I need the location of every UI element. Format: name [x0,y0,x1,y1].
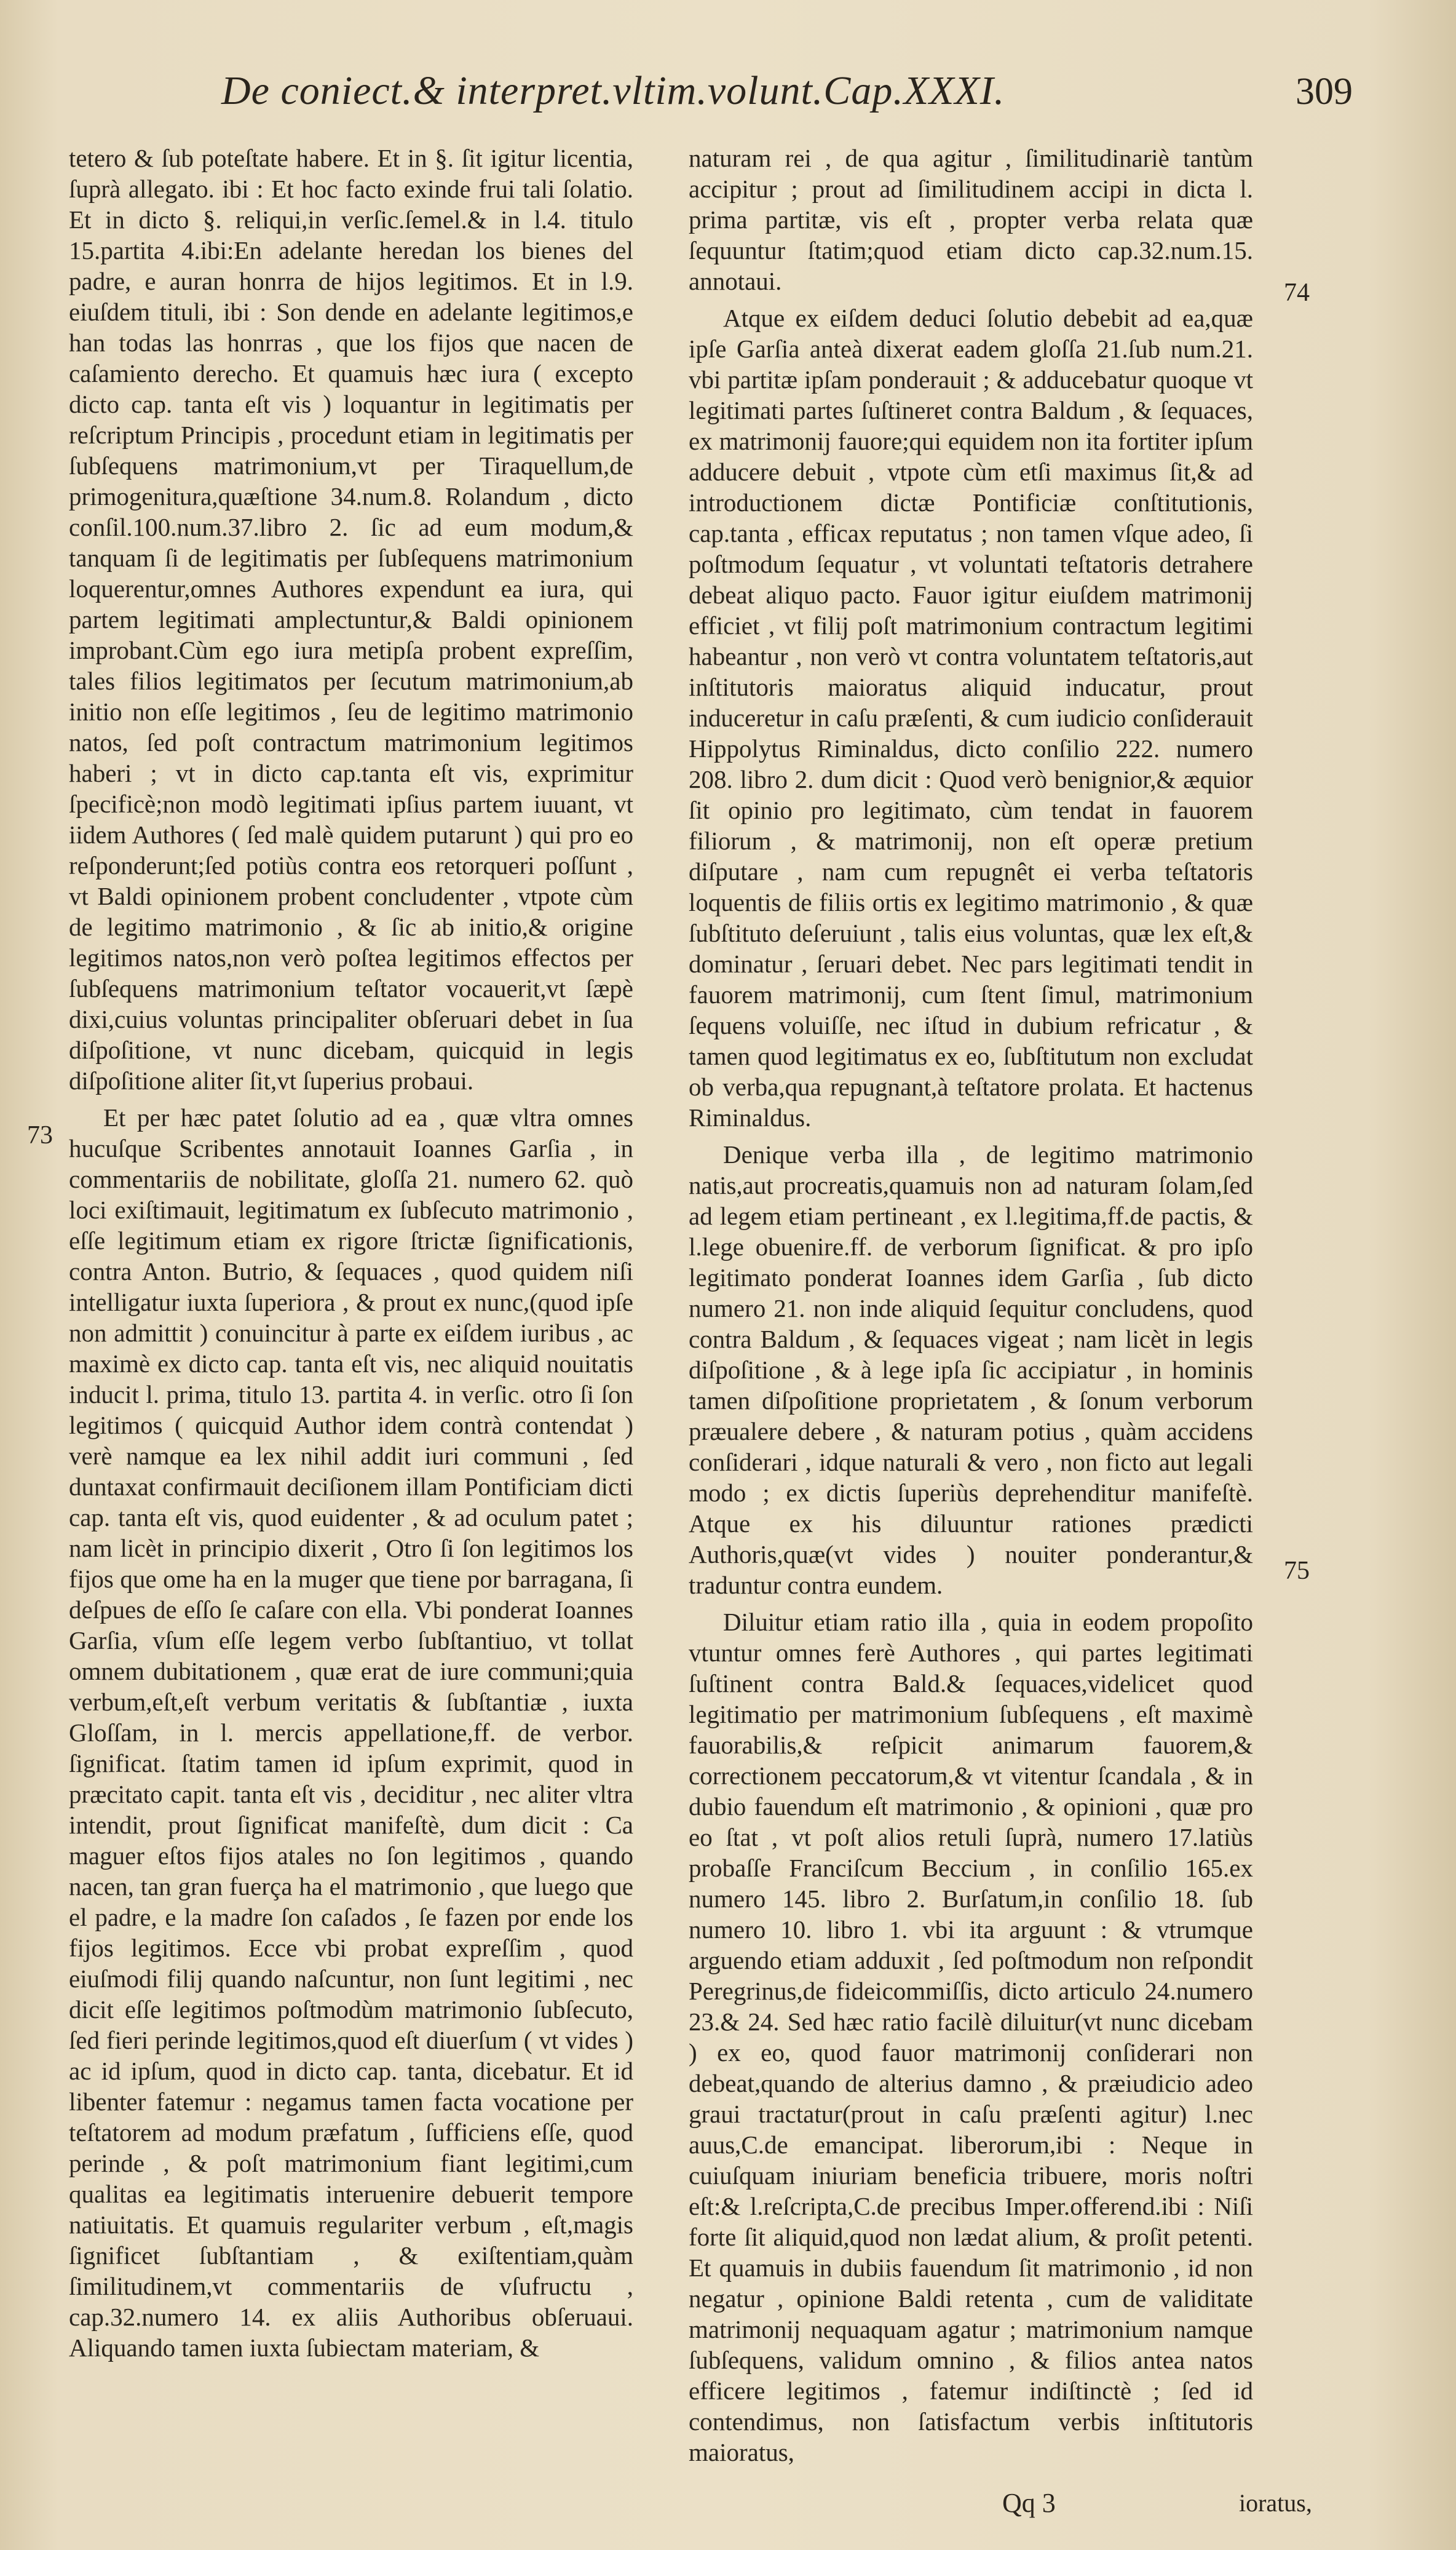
signature-mark: Qq 3 [1002,2488,1056,2518]
catchword: ioratus, [1239,2489,1312,2517]
left-paragraph-1: tetero & ſub poteſtate habere. Et in §. ſit igitur licentia, ſuprà allegato. ibi : Et hoc facto exinde frui tali ſolatio. Et in dicto §. reliqui,in verſic.ſemel.& in l.4. titulo 15.partita 4.ibi:En adelante heredan los bienes del padre, e auran honrra de hijos legitimos. Et in l.9. eiuſdem tituli, ibi : Son dende en adelante legitimos,e han todas las honrras , que los fijos que nacen de caſamiento derecho. Et quamuis hæc iura ( excepto dicto cap. tanta eſt vis ) loquantur in legitimatis per reſcriptum Principis , procedunt etiam in legitimatis per ſubſequens matrimonium,vt per Tiraquellum,de primogenitura,quæſtione 34.num.8. Rolandum , dicto conſil.100.num.37.libro 2. ſic ad eum modum,& tanquam ſi de legitimatis per ſubſequens matrimonium loquerentur,omnes Authores expendunt ea iura, qui partem legitimati amplectuntur,& Baldi opinionem improbant.Cùm ego iura metipſa probent expreſſim, tales filios legitimatos per ſecutum matrimonium,ab initio non eſſe legitimos , ſeu de legitimo matrimonio natos, ſed poſt contractum matrimonium legitimos haberi ; vt in dicto cap.tanta eſt vis, exprimitur ſpecificè;non modò legitimati ipſius partem iuuant, vt iidem Authores ( ſed malè quidem putarunt ) qui pro eo reſponderunt;ſed potiùs contra eos retorqueri poſſunt , vt Baldi opinionem probent concludenter , vtpote cùm de legitimo matrimonio , & ſic ab initio,& origine legitimos natos,non verò poſtea legitimos effectos per ſubſequens matrimonium teſtator vocauerit,vt ſæpè dixi,cuius voluntas principaliter obſeruari debet in ſua diſpoſitione, vt nunc dicebam, quicquid in legis diſpoſitione aliter ſit,vt ſuperius probaui. [69,144,633,1095]
margin-marker-75: 75 [1284,1557,1310,1585]
margin-marker-73: 73 [27,1121,53,1150]
margin-marker-74: 74 [1284,279,1310,307]
left-column [69,143,633,2369]
right-paragraph-2: Atque ex eiſdem deduci ſolutio debebit ad ea,quæ ipſe Garſia anteà dixerat eadem gloſſa 21.ſub num.21. vbi partitæ ipſam ponderauit ; & adducebatur quoque vt legitimati partes ſuſtineret contra Baldum , & ſequaces, ex matrimonij fauore;qui equidem non ita fortiter ipſum adducere debuit , vtpote cùm etſi maximus ſit,& ad introductionem dictæ Pontificiæ conſtitutionis, cap.tanta , efficax reputatus ; non tamen vſque adeo, ſi poſtmodum ſequatur , vt voluntati teſtatoris detrahere debeat aliquo pacto. Fauor igitur eiuſdem matrimonij efficiet , vt filij poſt matrimonium contractum legitimi habeantur , non verò vt contra voluntatem teſtatoris,aut inſtitutoris maioratus aliquid inducatur, prout induceretur in caſu præſenti, & cum iudicio conſiderauit Hippolytus Riminaldus, dicto conſilio 222. numero 208. libro 2. dum dicit : Quod verò benignior,& æquior ſit opinio pro legitimato, cùm tendat in fauorem filiorum , & matrimonij, non eſt operæ pretium diſputare , nam cum repugnêt ei verba teſtatoris loquentis de filiis ortis ex legitimo matrimonio , & quæ ſubſtituto deſeruiunt , talis eius voluntas, quæ lex eſt,& dominatur , ſeruari debet. Nec pars legitimati tendit in fauorem matrimonij, cum ſtent ſimul, matrimonium ſequens voluiſſe, nec iſtud in dubium refricatur , & tamen quod legitimatus ex eo, ſubſtitutum non excludat ob verba,qua repugnant,à teſtatore prolata. Et hactenus Riminaldus. [689,304,1253,1132]
right-paragraph-1: naturam rei , de qua agitur , ſimilitudinariè tantùm accipitur ; prout ad ſimilitudinem accipi in dicta l. prima partitæ, vis eſt , propter verba relata quæ ſequuntur ſtatim;quod etiam dicto cap.32.num.15. annotaui. [689,144,1253,295]
right-paragraph-4: Diluitur etiam ratio illa , quia in eodem propoſito vtuntur omnes ferè Authores , qui partes legitimati ſuſtinent contra Bald.& ſequaces,videlicet quod legitimatio per matrimonium ſubſequens , eſt maximè fauorabilis,& reſpicit animarum fauorem,& correctionem peccatorum,& vt vitentur ſcandala , & in dubio fauendum eſt matrimonio , & opinioni , quæ pro eo ſtat , vt poſt alios retuli ſuprà, numero 17.latiùs probaſſe Franciſcum Beccium , in conſilio 165.ex numero 145. libro 2. Burſatum,in conſilio 18. ſub numero 10. libro 1. vbi ita arguunt : & vtrumque arguendo etiam adduxit , ſed poſtmodum non reſpondit Peregrinus,de fideicommiſſis, dicto articulo 24.numero 23.& 24. Sed hæc ratio facilè diluitur(vt nunc dicebam ) ex eo, quod fauor matrimonij conſiderari non debeat,quando de alterius damno , & præiudicio adeo graui tractatur(prout in caſu præſenti agitur) l.nec auus,C.de emancipat. liberorum,ibi : Neque in cuiuſquam iniuriam beneficia tribuere, moris noſtri eſt:& l.reſcripta,C.de precibus Imper.offerend.ibi : Niſi forte ſit aliquid,quod non lædat alium, & proſit petenti. Et quamuis in dubiis fauendum ſit matrimonio , id non negatur , opinione Baldi retenta , cum de validitate matrimonij nequaquam agatur ; matrimonium namque ſubſequens, validum omnino , & filios antea natos efficere legitimos , fatemur indiſtinctè ; ſed id contendimus, non ſatisfactum verbis inſtitutoris maioratus, [689,1608,1253,2466]
page-number: 309 [1296,71,1353,113]
running-head [221,68,1353,123]
running-title: De coniect.& interpret.vltim.volunt.Cap.XXXI. [221,68,1005,113]
right-column [689,143,1253,2474]
right-paragraph-3: Denique verba illa , de legitimo matrimonio natis,aut procreatis,quamuis non ad naturam ſolam,ſed ad legem etiam pertineant , ex l.legitima,ff.de pactis, & l.lege obuenire.ff. de verborum ſignificat. & pro ipſo legitimato ponderat Ioannes idem Garſia , ſub dicto numero 21. non inde aliquid ſequitur concludens, quod contra Baldum , & ſequaces vigeat ; nam licèt in legis diſpoſitione , & à lege ipſa ſic accipiatur , in hominis tamen diſpoſitione proprietatem , & ſonum verborum præualere debere , & naturam potius , quàm accidens conſiderari , idque naturali & vero , non ficto aut legali modo ; ex dictis ſuperiùs deprehenditur manifeſtè. Atque ex his diluuntur rationes prædicti Authoris,quæ(vt vides ) nouiter ponderantur,& traduntur contra eundem. [689,1140,1253,1599]
left-paragraph-2: Et per hæc patet ſolutio ad ea , quæ vltra omnes hucuſque Scribentes annotauit Ioannes Garſia , in commentariis de nobilitate, gloſſa 21. numero 62. quò loci exiſtimauit, legitimatum ex ſubſecuto matrimonio , eſſe legitimum etiam ex rigore ſtrictæ ſignificationis, contra Anton. Butrio, & ſequaces , quod quidem niſi intelligatur iuxta ſuperiora , & prout ex nunc,(quod ipſe non admittit ) conuincitur à parte ex eiſdem iuribus , ac maximè ex dicto cap. tanta eſt vis, nec aliquid nouitatis inducit l. prima, titulo 13. partita 4. in verſic. otro ſi ſon legitimos ( quicquid Author idem contrà contendat ) verè namque ea lex nihil addit iuri communi , ſed duntaxat confirmauit deciſionem illam Pontificiam dicti cap. tanta eſt vis, quod euidenter , & ad oculum patet ; nam licèt in principio dixerit , Otro ſi ſon legitimos los fijos que ome ha en la muger que tiene por barragana, ſi deſpues de eſſo ſe caſare con ella. Vbi ponderat Ioannes Garſia, vſum eſſe legem verbo ſubſtantiuo, vt tollat omnem dubitationem , quæ erat de iure communi;quia verbum,eſt,eſt verbum veritatis & ſubſtantiæ , iuxta Gloſſam, in l. mercis appellatione,ff. de verbor. ſignificat. ſtatim tamen id ipſum exprimit, quod in præcitato capit. tanta eſt vis , deciditur , nec aliter vltra intendit, prout ſignificat manifeſtè, dum dicit : Ca maguer eſtos fijos atales no ſon legitimos , quando nacen, tan gran fuerça ha el matrimonio , que luego que el padre, e la madre ſon caſados , ſe fazen por ende los fijos legitimos. Ecce vbi probat expreſſim , quod eiuſmodi filij quando naſcuntur, non ſunt legitimi , nec dicit eſſe legitimos poſtmodùm matrimonio ſubſecuto, ſed fieri perinde legitimos,quod eſt diuerſum ( vt vides ) ac id ipſum, quod in dicto cap. tanta, dicebatur. Et id libenter fatemur : negamus tamen facta vocatione per teſtatorem ad modum præfatum , ſufficiens eſſe, quod perinde , & poſt matrimonium fiant legitimi,cum qualitas ea legitimatis interuenire debuerit tempore natiuitatis. Et quamuis regulariter verbum , eſt,magis ſignificet ſubſtantiam , & exiſtentiam,quàm ſimilitudinem,vt commentariis de vſufructu , cap.32.numero 14. ex aliis Authoribus obſeruaui. Aliquando tamen iuxta ſubiectam materiam, & [69,1103,633,2362]
